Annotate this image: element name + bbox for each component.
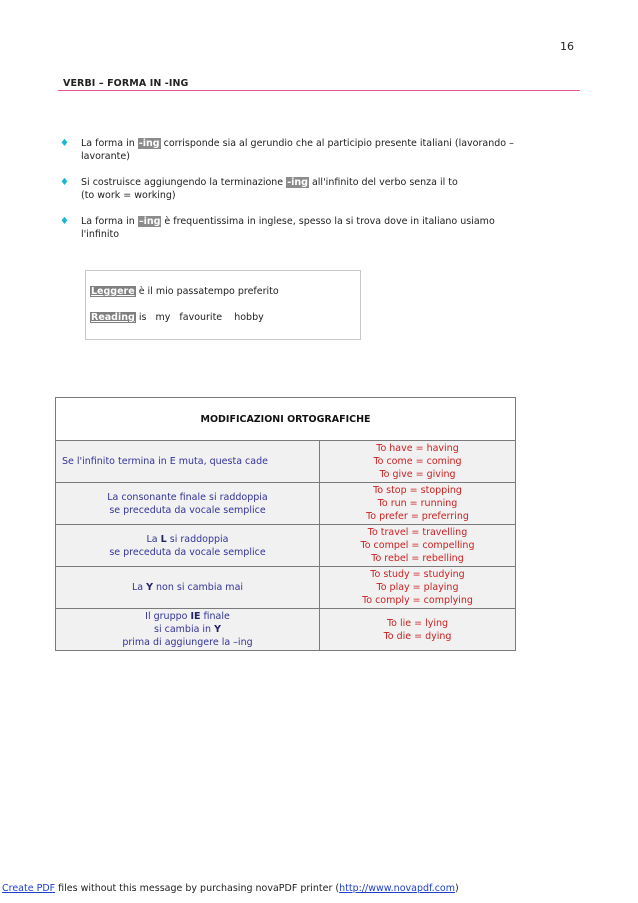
rule-letter: L (160, 533, 167, 545)
diamond-bullet-icon: ♦ (60, 177, 69, 188)
footer-text: files without this message by purchasing novaPDF printer ( (55, 883, 340, 894)
bullet-text-pre: La forma in (81, 216, 138, 227)
rule-text: Se l'infinito termina in E muta, questa cade (62, 456, 268, 467)
examples-cell (320, 567, 516, 609)
example-text: To come = coming (373, 456, 462, 467)
example-text: To study = studying (370, 569, 465, 580)
example-text: To give = giving (379, 469, 456, 480)
example-word-reading: Reading (91, 312, 135, 323)
example-text: To have = having (376, 443, 459, 454)
novapdf-link[interactable]: http://www.novapdf.com (339, 883, 455, 894)
example-text: To lie = lying (386, 617, 449, 629)
bullet-text-line2: (to work = working) (81, 190, 176, 201)
spelling-changes-table (55, 397, 516, 651)
bullet-text-line2: l'infinito (81, 229, 120, 240)
rule-cell (56, 609, 320, 651)
table-row (56, 441, 516, 483)
ing-highlight: -ing (287, 177, 308, 188)
bullet-list (60, 137, 580, 254)
table-row (56, 525, 516, 567)
examples-cell (320, 441, 516, 483)
rule-cell (56, 483, 320, 525)
section-title: VERBI – FORMA IN -ING (63, 78, 189, 89)
example-text: To play = playing (376, 582, 459, 593)
bullet-text-pre: La forma in (81, 138, 138, 149)
example-italian-rest: è il mio passatempo preferito (135, 286, 279, 297)
page-number: 16 (560, 40, 574, 53)
footer-text-end: ) (455, 883, 459, 894)
rule-text: si cambia in Y (154, 624, 221, 635)
examples-cell (320, 483, 516, 525)
example-text: To die = dying (383, 630, 452, 642)
ing-highlight: –ing (138, 216, 161, 227)
rule-cell (56, 567, 320, 609)
bullet-text-post: all'infinito del verbo senza il to (308, 177, 458, 188)
example-box (85, 270, 361, 340)
ing-highlight: -ing (138, 138, 160, 149)
example-text: To stop = stopping (373, 485, 462, 496)
rule-letter: IE (190, 611, 201, 622)
example-text: To compel = compelling (360, 540, 475, 551)
bullet-text-post: è frequentissima in inglese, spesso la si trova dove in italiano usiamo (161, 216, 495, 227)
example-italian (90, 286, 279, 297)
rule-text: se preceduta da vocale semplice (109, 504, 266, 516)
rule-cell (56, 525, 320, 567)
table-header: MODIFICAZIONI ORTOGRAFICHE (56, 398, 516, 441)
rule-cell (56, 441, 320, 483)
rule-text: La Y non si cambia mai (131, 582, 244, 593)
create-pdf-link[interactable]: Create PDF (2, 883, 56, 894)
rule-text: se preceduta da vocale semplice (109, 546, 266, 558)
bullet-text-post: corrisponde sia al gerundio che al participio presente italiani (lavorando – (160, 138, 514, 149)
example-text: To comply = complying (362, 595, 473, 606)
bullet-item (60, 137, 580, 163)
example-text: To prefer = preferring (366, 511, 469, 522)
table-row (56, 567, 516, 609)
title-underline (58, 90, 580, 91)
bullet-item (60, 215, 580, 241)
rule-letter: Y (146, 582, 153, 593)
example-word-leggere: Leggere (91, 286, 135, 297)
rule-text: Il gruppo IE finale (145, 611, 230, 622)
pdf-footer (2, 883, 459, 894)
bullet-text-pre: Si costruisce aggiungendo la terminazione (81, 177, 287, 188)
diamond-bullet-icon: ♦ (60, 216, 69, 227)
examples-cell (320, 525, 516, 567)
bullet-item (60, 176, 580, 202)
table-row (56, 609, 516, 651)
rule-text: La L si raddoppia (146, 533, 229, 545)
example-english-rest: is my favourite hobby (135, 312, 264, 323)
table-row (56, 483, 516, 525)
bullet-text-line2: lavorante) (81, 151, 130, 162)
rule-text: La consonante finale si raddoppia (107, 491, 268, 503)
rule-letter: Y (214, 624, 221, 635)
examples-cell (320, 609, 516, 651)
example-text: To run = running (377, 498, 458, 509)
rule-text: prima di aggiungere la –ing (122, 637, 253, 648)
example-text: To travel = travelling (367, 527, 468, 538)
diamond-bullet-icon: ♦ (60, 138, 69, 149)
example-english (90, 312, 264, 323)
example-text: To rebel = rebelling (371, 553, 464, 564)
